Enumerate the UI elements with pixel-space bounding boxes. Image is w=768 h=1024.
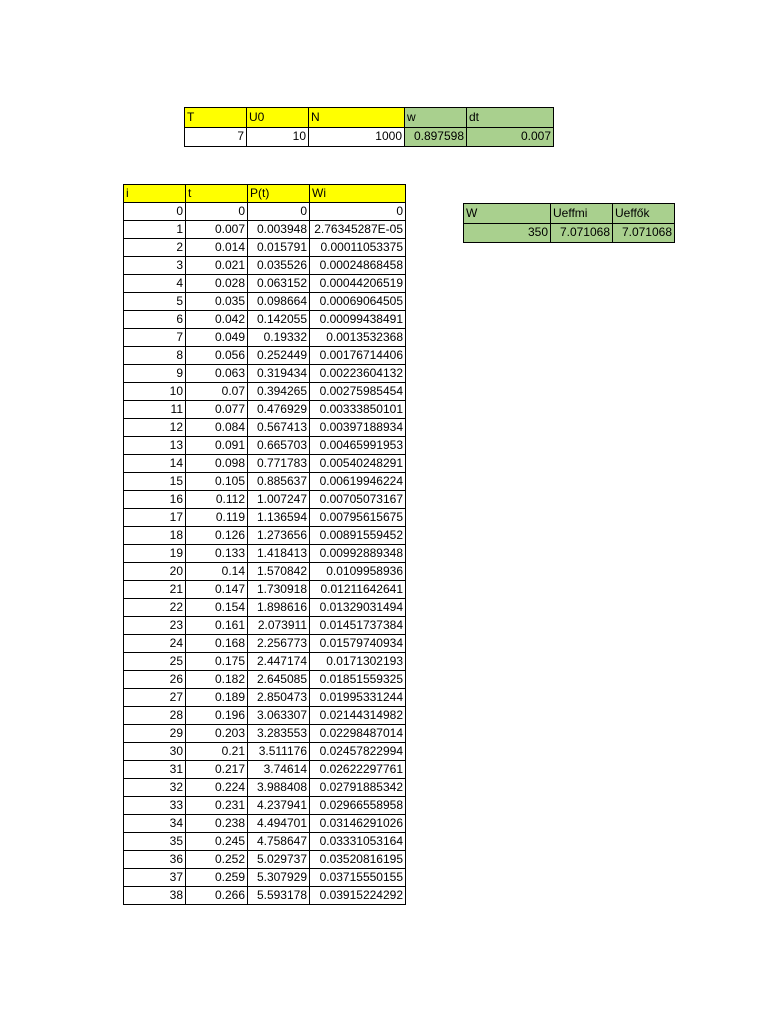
- cell-t[interactable]: 0.168: [186, 635, 248, 653]
- cell-t[interactable]: 0.266: [186, 887, 248, 905]
- table-row: [124, 599, 406, 617]
- cell-wi[interactable]: 0.00223604132: [310, 365, 406, 383]
- table-row: [124, 383, 406, 401]
- cell-t[interactable]: 0.014: [186, 239, 248, 257]
- table-row: [124, 455, 406, 473]
- cell-pt[interactable]: 0.003948: [248, 221, 310, 239]
- column-header-wi[interactable]: Wi: [310, 185, 406, 203]
- table-row: [124, 635, 406, 653]
- cell-wi[interactable]: 0.03331053164: [310, 833, 406, 851]
- cell-pt[interactable]: 0: [248, 203, 310, 221]
- cell-t[interactable]: 0.056: [186, 347, 248, 365]
- cell-wi[interactable]: 0.00705073167: [310, 491, 406, 509]
- cell-pt[interactable]: 2.850473: [248, 689, 310, 707]
- cell-wi[interactable]: 0.00069064505: [310, 293, 406, 311]
- cell-i[interactable]: 37: [124, 869, 186, 887]
- cell-pt[interactable]: 0.885637: [248, 473, 310, 491]
- cell-t[interactable]: 0.175: [186, 653, 248, 671]
- cell-pt[interactable]: 1.136594: [248, 509, 310, 527]
- cell-i[interactable]: 2: [124, 239, 186, 257]
- cell-wi[interactable]: 0.00619946224: [310, 473, 406, 491]
- cell-pt[interactable]: 5.593178: [248, 887, 310, 905]
- table-row: [124, 365, 406, 383]
- cell-t[interactable]: 0.07: [186, 383, 248, 401]
- cell-wi[interactable]: 0.01579740934: [310, 635, 406, 653]
- cell-t[interactable]: 0.224: [186, 779, 248, 797]
- table-row: [124, 491, 406, 509]
- cell-i[interactable]: 9: [124, 365, 186, 383]
- cell-wi[interactable]: 0.00099438491: [310, 311, 406, 329]
- param-header-dt[interactable]: dt: [467, 108, 554, 128]
- parameters-value-row: [185, 127, 554, 147]
- cell-pt[interactable]: 0.035526: [248, 257, 310, 275]
- cell-pt[interactable]: 1.730918: [248, 581, 310, 599]
- cell-i[interactable]: 23: [124, 617, 186, 635]
- stats-value-ueffok[interactable]: 7.071068: [613, 223, 675, 243]
- table-row: [124, 869, 406, 887]
- cell-wi[interactable]: 0.00540248291: [310, 455, 406, 473]
- table-row: [124, 311, 406, 329]
- cell-i[interactable]: 29: [124, 725, 186, 743]
- data-table: [123, 184, 406, 905]
- cell-pt[interactable]: 0.142055: [248, 311, 310, 329]
- cell-t[interactable]: 0.112: [186, 491, 248, 509]
- cell-t[interactable]: 0.007: [186, 221, 248, 239]
- table-row: [124, 563, 406, 581]
- cell-wi[interactable]: 0.00465991953: [310, 437, 406, 455]
- cell-i[interactable]: 15: [124, 473, 186, 491]
- cell-t[interactable]: 0.203: [186, 725, 248, 743]
- cell-i[interactable]: 12: [124, 419, 186, 437]
- cell-wi[interactable]: 2.76345287E-05: [310, 221, 406, 239]
- table-row: [124, 257, 406, 275]
- table-row: [124, 689, 406, 707]
- cell-pt[interactable]: 3.283553: [248, 725, 310, 743]
- cell-t[interactable]: 0.021: [186, 257, 248, 275]
- cell-i[interactable]: 13: [124, 437, 186, 455]
- cell-wi[interactable]: 0.03520816195: [310, 851, 406, 869]
- cell-wi[interactable]: 0.01211642641: [310, 581, 406, 599]
- cell-pt[interactable]: 0.665703: [248, 437, 310, 455]
- cell-t[interactable]: 0.119: [186, 509, 248, 527]
- table-row: [124, 347, 406, 365]
- cell-i[interactable]: 24: [124, 635, 186, 653]
- cell-t[interactable]: 0.238: [186, 815, 248, 833]
- table-row: [124, 671, 406, 689]
- cell-i[interactable]: 5: [124, 293, 186, 311]
- cell-i[interactable]: 34: [124, 815, 186, 833]
- data-table-body: [124, 203, 406, 905]
- cell-i[interactable]: 25: [124, 653, 186, 671]
- cell-i[interactable]: 3: [124, 257, 186, 275]
- cell-i[interactable]: 27: [124, 689, 186, 707]
- table-row: [124, 509, 406, 527]
- cell-i[interactable]: 0: [124, 203, 186, 221]
- stats-value-row: [464, 223, 675, 243]
- cell-t[interactable]: 0.035: [186, 293, 248, 311]
- cell-wi[interactable]: 0.03715550155: [310, 869, 406, 887]
- stats-header-row: [464, 204, 675, 224]
- cell-i[interactable]: 17: [124, 509, 186, 527]
- table-row: [124, 833, 406, 851]
- cell-wi[interactable]: 0.00011053375: [310, 239, 406, 257]
- param-header-N[interactable]: N: [309, 108, 405, 128]
- cell-wi[interactable]: 0.02457822994: [310, 743, 406, 761]
- cell-t[interactable]: 0.147: [186, 581, 248, 599]
- cell-t[interactable]: 0.084: [186, 419, 248, 437]
- table-row: [124, 851, 406, 869]
- cell-pt[interactable]: 2.256773: [248, 635, 310, 653]
- stats-header-ueffmi[interactable]: Ueffmi: [551, 204, 613, 224]
- cell-t[interactable]: 0.14: [186, 563, 248, 581]
- cell-pt[interactable]: 1.273656: [248, 527, 310, 545]
- table-row: [124, 473, 406, 491]
- cell-pt[interactable]: 0.098664: [248, 293, 310, 311]
- cell-t[interactable]: 0: [186, 203, 248, 221]
- table-row: [124, 329, 406, 347]
- cell-wi[interactable]: 0: [310, 203, 406, 221]
- cell-pt[interactable]: 3.74614: [248, 761, 310, 779]
- table-row: [124, 815, 406, 833]
- cell-t[interactable]: 0.154: [186, 599, 248, 617]
- cell-wi[interactable]: 0.03915224292: [310, 887, 406, 905]
- cell-t[interactable]: 0.098: [186, 455, 248, 473]
- table-row: [124, 221, 406, 239]
- table-row: [124, 617, 406, 635]
- table-row: [124, 437, 406, 455]
- table-row: [124, 203, 406, 221]
- cell-i[interactable]: 18: [124, 527, 186, 545]
- cell-i[interactable]: 1: [124, 221, 186, 239]
- cell-i[interactable]: 11: [124, 401, 186, 419]
- cell-t[interactable]: 0.049: [186, 329, 248, 347]
- stats-header-ueffok[interactable]: Ueffők: [613, 204, 675, 224]
- cell-i[interactable]: 19: [124, 545, 186, 563]
- cell-pt[interactable]: 1.007247: [248, 491, 310, 509]
- param-header-T[interactable]: T: [185, 108, 247, 128]
- cell-i[interactable]: 36: [124, 851, 186, 869]
- table-row: [124, 797, 406, 815]
- stats-value-ueffmi[interactable]: 7.071068: [551, 223, 613, 243]
- cell-pt[interactable]: 0.476929: [248, 401, 310, 419]
- cell-t[interactable]: 0.252: [186, 851, 248, 869]
- cell-wi[interactable]: 0.00044206519: [310, 275, 406, 293]
- table-row: [124, 527, 406, 545]
- cell-t[interactable]: 0.133: [186, 545, 248, 563]
- cell-wi[interactable]: 0.02144314982: [310, 707, 406, 725]
- cell-t[interactable]: 0.259: [186, 869, 248, 887]
- cell-wi[interactable]: 0.00795615675: [310, 509, 406, 527]
- cell-wi[interactable]: 0.02622297761: [310, 761, 406, 779]
- cell-pt[interactable]: 1.418413: [248, 545, 310, 563]
- cell-wi[interactable]: 0.02791885342: [310, 779, 406, 797]
- table-row: [124, 275, 406, 293]
- column-header-i[interactable]: i: [124, 185, 186, 203]
- stats-header-W[interactable]: W: [464, 204, 551, 224]
- cell-pt[interactable]: 0.063152: [248, 275, 310, 293]
- param-value-w[interactable]: 0.897598: [405, 127, 467, 147]
- cell-i[interactable]: 26: [124, 671, 186, 689]
- cell-wi[interactable]: 0.0171302193: [310, 653, 406, 671]
- cell-pt[interactable]: 0.19332: [248, 329, 310, 347]
- cell-pt[interactable]: 2.645085: [248, 671, 310, 689]
- cell-pt[interactable]: 0.567413: [248, 419, 310, 437]
- cell-t[interactable]: 0.189: [186, 689, 248, 707]
- table-row: [124, 581, 406, 599]
- cell-i[interactable]: 30: [124, 743, 186, 761]
- cell-pt[interactable]: 2.073911: [248, 617, 310, 635]
- cell-wi[interactable]: 0.01451737384: [310, 617, 406, 635]
- cell-t[interactable]: 0.182: [186, 671, 248, 689]
- param-value-dt[interactable]: 0.007: [467, 127, 554, 147]
- cell-i[interactable]: 28: [124, 707, 186, 725]
- stats-value-W[interactable]: 350: [464, 223, 551, 243]
- cell-wi[interactable]: 0.01851559325: [310, 671, 406, 689]
- table-row: [124, 743, 406, 761]
- cell-wi[interactable]: 0.00275985454: [310, 383, 406, 401]
- param-header-w[interactable]: w: [405, 108, 467, 128]
- cell-i[interactable]: 38: [124, 887, 186, 905]
- cell-wi[interactable]: 0.00333850101: [310, 401, 406, 419]
- stats-table: [463, 203, 675, 243]
- table-row: [124, 653, 406, 671]
- data-table-header-row: [124, 185, 406, 203]
- table-row: [124, 887, 406, 905]
- table-row: [124, 779, 406, 797]
- cell-t[interactable]: 0.042: [186, 311, 248, 329]
- cell-wi[interactable]: 0.01329031494: [310, 599, 406, 617]
- cell-pt[interactable]: 4.758647: [248, 833, 310, 851]
- param-header-U0[interactable]: U0: [247, 108, 309, 128]
- cell-t[interactable]: 0.126: [186, 527, 248, 545]
- cell-i[interactable]: 10: [124, 383, 186, 401]
- cell-wi[interactable]: 0.00891559452: [310, 527, 406, 545]
- param-value-N[interactable]: 1000: [309, 127, 405, 147]
- cell-t[interactable]: 0.231: [186, 797, 248, 815]
- cell-pt[interactable]: 0.394265: [248, 383, 310, 401]
- cell-pt[interactable]: 0.015791: [248, 239, 310, 257]
- table-row: [124, 401, 406, 419]
- parameters-table: [184, 107, 554, 147]
- cell-t[interactable]: 0.245: [186, 833, 248, 851]
- table-row: [124, 293, 406, 311]
- cell-i[interactable]: 4: [124, 275, 186, 293]
- cell-pt[interactable]: 0.771783: [248, 455, 310, 473]
- cell-pt[interactable]: 0.252449: [248, 347, 310, 365]
- cell-wi[interactable]: 0.00397188934: [310, 419, 406, 437]
- cell-t[interactable]: 0.091: [186, 437, 248, 455]
- cell-i[interactable]: 16: [124, 491, 186, 509]
- cell-wi[interactable]: 0.00992889348: [310, 545, 406, 563]
- cell-wi[interactable]: 0.02298487014: [310, 725, 406, 743]
- cell-wi[interactable]: 0.0109958936: [310, 563, 406, 581]
- cell-wi[interactable]: 0.00176714406: [310, 347, 406, 365]
- cell-pt[interactable]: 4.494701: [248, 815, 310, 833]
- table-row: [124, 545, 406, 563]
- param-value-U0[interactable]: 10: [247, 127, 309, 147]
- cell-t[interactable]: 0.21: [186, 743, 248, 761]
- cell-pt[interactable]: 5.307929: [248, 869, 310, 887]
- cell-pt[interactable]: 2.447174: [248, 653, 310, 671]
- cell-i[interactable]: 33: [124, 797, 186, 815]
- cell-wi[interactable]: 0.03146291026: [310, 815, 406, 833]
- cell-pt[interactable]: 5.029737: [248, 851, 310, 869]
- cell-t[interactable]: 0.217: [186, 761, 248, 779]
- cell-i[interactable]: 20: [124, 563, 186, 581]
- table-row: [124, 725, 406, 743]
- cell-wi[interactable]: 0.0013532368: [310, 329, 406, 347]
- table-row: [124, 419, 406, 437]
- cell-pt[interactable]: 4.237941: [248, 797, 310, 815]
- cell-pt[interactable]: 1.570842: [248, 563, 310, 581]
- cell-t[interactable]: 0.161: [186, 617, 248, 635]
- cell-pt[interactable]: 1.898616: [248, 599, 310, 617]
- cell-t[interactable]: 0.196: [186, 707, 248, 725]
- table-row: [124, 707, 406, 725]
- cell-wi[interactable]: 0.01995331244: [310, 689, 406, 707]
- cell-pt[interactable]: 3.063307: [248, 707, 310, 725]
- cell-i[interactable]: 22: [124, 599, 186, 617]
- param-value-T[interactable]: 7: [185, 127, 247, 147]
- cell-i[interactable]: 7: [124, 329, 186, 347]
- cell-i[interactable]: 31: [124, 761, 186, 779]
- cell-i[interactable]: 14: [124, 455, 186, 473]
- cell-pt[interactable]: 3.511176: [248, 743, 310, 761]
- table-row: [124, 239, 406, 257]
- cell-i[interactable]: 35: [124, 833, 186, 851]
- cell-t[interactable]: 0.077: [186, 401, 248, 419]
- cell-t[interactable]: 0.105: [186, 473, 248, 491]
- cell-i[interactable]: 21: [124, 581, 186, 599]
- cell-pt[interactable]: 3.988408: [248, 779, 310, 797]
- column-header-t[interactable]: t: [186, 185, 248, 203]
- cell-wi[interactable]: 0.00024868458: [310, 257, 406, 275]
- cell-i[interactable]: 6: [124, 311, 186, 329]
- cell-wi[interactable]: 0.02966558958: [310, 797, 406, 815]
- cell-t[interactable]: 0.063: [186, 365, 248, 383]
- cell-pt[interactable]: 0.319434: [248, 365, 310, 383]
- cell-t[interactable]: 0.028: [186, 275, 248, 293]
- parameters-header-row: [185, 108, 554, 128]
- cell-i[interactable]: 8: [124, 347, 186, 365]
- column-header-pt[interactable]: P(t): [248, 185, 310, 203]
- table-row: [124, 761, 406, 779]
- cell-i[interactable]: 32: [124, 779, 186, 797]
